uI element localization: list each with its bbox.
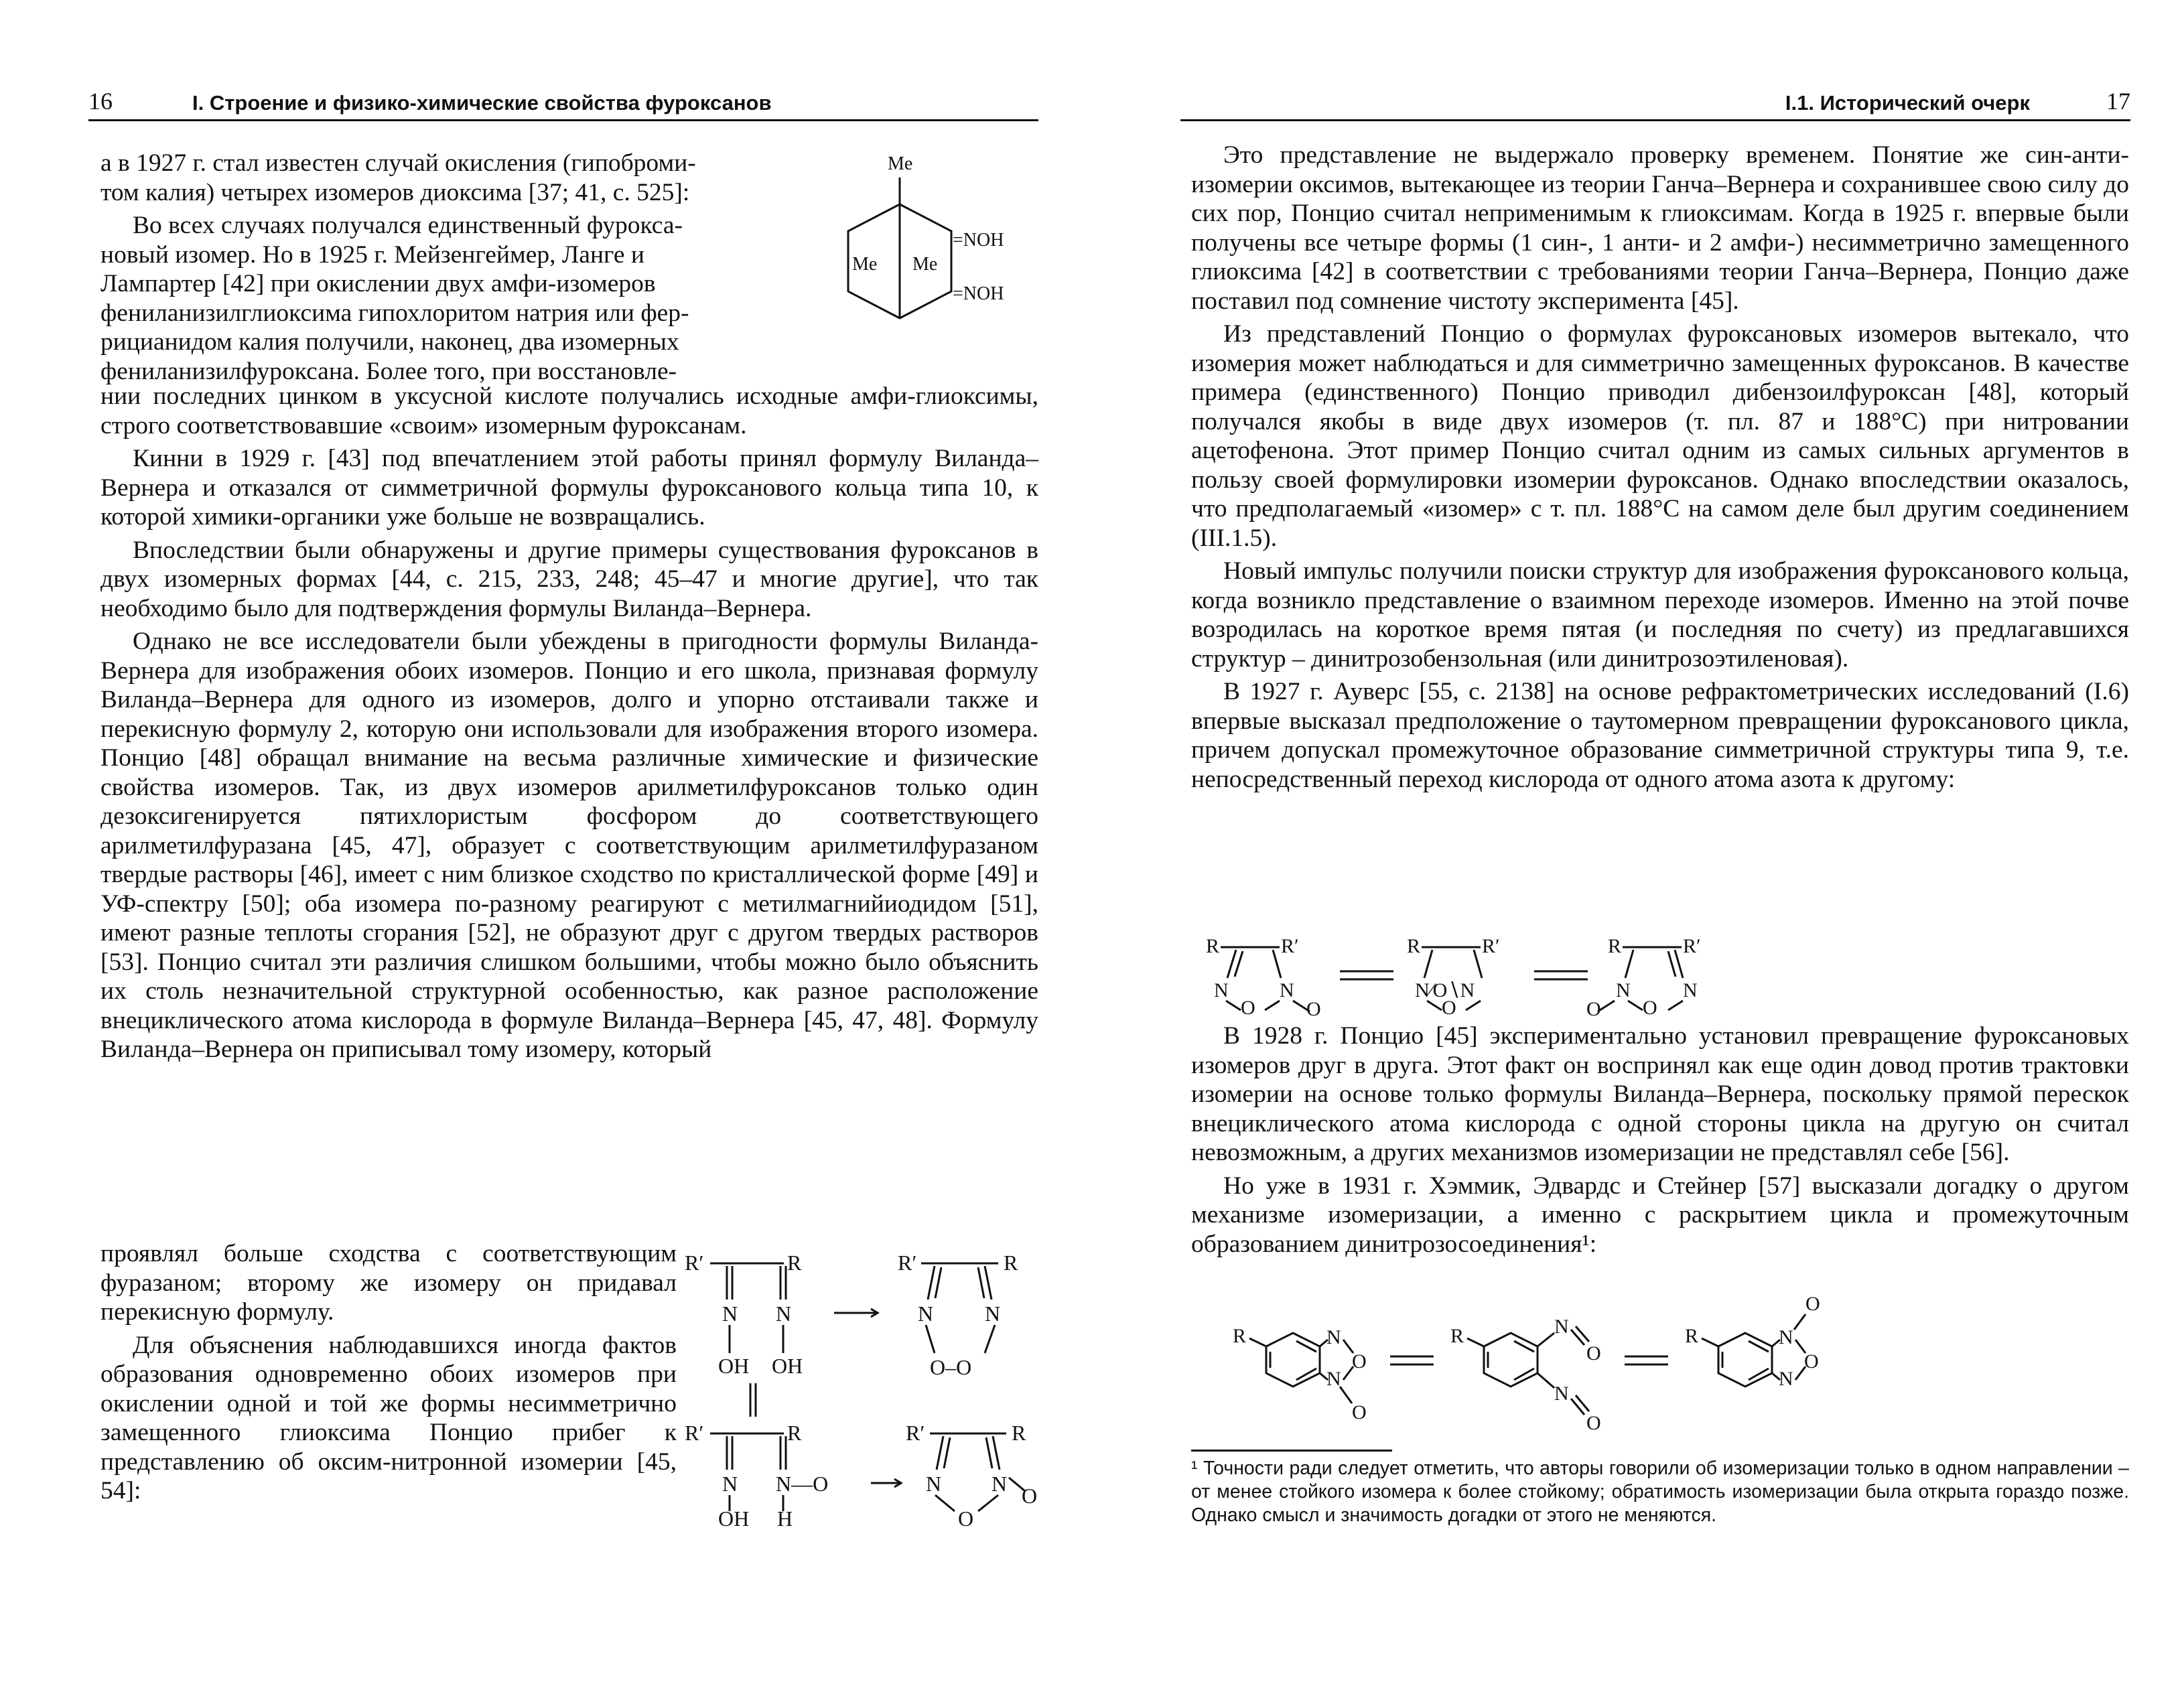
r-label: R (1206, 935, 1220, 957)
r-label: R (1012, 1421, 1026, 1445)
o-label: O (1241, 997, 1255, 1018)
r-label: R′ (685, 1251, 704, 1275)
n-label: N (926, 1472, 942, 1496)
n-label: N (1280, 979, 1294, 1001)
n-label: N (776, 1302, 792, 1326)
n-label: N (985, 1302, 1001, 1326)
n-label: N (918, 1302, 934, 1326)
noh-label-1: =NOH (953, 230, 1004, 251)
footnote: ¹ Точности ради следует отметить, что авторы говорили об изомеризации только в одном направлении – от менее стойкого изомера к более стойкому; обратимость изомеризации была открыта гораздо позже. Однако смысл и значимость догадки от этого не меняются. (1191, 1458, 2129, 1526)
benzene-ring (1718, 1333, 1772, 1387)
text-line: а в 1927 г. стал известен случай окисления (гипоброми- (100, 149, 696, 177)
left-running-header (88, 79, 1038, 121)
paragraph: Для объяснения наблюдавшихся иногда фактов образования одновременно обоих изомеров при окислении одной и той же формы несимметрично замещенного глиоксима Понцио прибег к представлению об оксим-нитронной изомерии [45, 54]: (100, 1331, 677, 1504)
text-block-bottom (100, 1239, 677, 1506)
paragraph: Новый импульс получили поиски структур для изображения фуроксанового кольца, когда возникло представление о взаимном переходе изомеров. Именно на этой почве возродилась на короткое время пятая (и последняя по счету) из предлагавшихся структур – динитрозобензольная (или динитрозоэтиленовая). (1191, 557, 2129, 673)
o-label: O (1586, 998, 1601, 1018)
o-label: O (1022, 1484, 1038, 1508)
paragraph: нии последних цинком в уксусной кислоте получались исходные амфи-глиоксимы, строго соответствовавшие «своим» изомерным фуроксанам. (100, 382, 1038, 439)
n-label: N (1779, 1368, 1793, 1390)
r-label: R (1407, 935, 1421, 957)
text-line: Лампартер [42] при окислении двух амфи-изомеров (100, 270, 656, 297)
r-label: R (787, 1421, 802, 1445)
text-block-middle (100, 382, 1038, 1064)
o-label: O (1352, 1401, 1367, 1423)
benzene-ring (1266, 1333, 1320, 1387)
me-top-label: Me (888, 153, 913, 174)
text-block-top (100, 149, 814, 386)
n-label: N (1326, 1368, 1341, 1390)
paragraph: Это представление не выдержало проверку временем. Понятие же син-анти-изомерии оксимов, вытекающее из теории Ганча–Вернера и сохранившее свою силу до сих пор, Понцио считал неприменимым к глиоксимам. Когда в 1925 г. впервые были получены все четыре формы (1 син-, 1 анти- и 2 амфи-) несимметрично замещенного глиоксима [42] в соответствии с требованиями теории Ганча–Вернера, Понцио даже поставил под сомнение чистоту эксперимента [45]. (1191, 141, 2129, 315)
paragraph: Из представлений Понцио о формулах фуроксановых изомеров вытекало, что изомерия может наблюдаться и для симметрично замещенных фуроксанов. В качестве примера (единственного) Понцио приводил дибензоилфуроксан [48], который получался якобы в виде двух изомеров (т. пл. 87 и 188°С) при нитровании ацетофенона. Этот пример Понцио считал одним из самых сильных аргументов в пользу своей формулировки изомерии фуроксанов. Однако впоследствии оказалось, что предполагаемый «изомер» с т. пл. 188°С на самом деле был другим соединением (III.1.5). (1191, 320, 2129, 552)
n-label: N (1779, 1326, 1793, 1348)
text-line: фениланизилфуроксана. Более того, при восстановле- (100, 357, 677, 385)
r-label: R (1233, 1325, 1247, 1347)
right-running-header (1180, 79, 2130, 121)
o-label: O (1643, 997, 1657, 1018)
r-label: R′ (1281, 935, 1299, 957)
o-label: O (1804, 1350, 1819, 1373)
r-label: R′ (685, 1421, 704, 1445)
oh-label: OH (772, 1354, 803, 1378)
noh-label-2: =NOH (953, 283, 1004, 304)
paragraph: Кинни в 1929 г. [43] под впечатлением этой работы принял формулу Виланда–Вернера и отказался от симметричной формулы фуроксанового кольца типа 10, к которой химики-органики уже больше не возвращались. (100, 445, 1038, 531)
benzene-ring (1484, 1333, 1538, 1387)
o-label: O (958, 1506, 974, 1527)
n-label: N (1616, 979, 1631, 1001)
text-line: рицианидом калия получили, наконец, два изомерных (100, 328, 679, 356)
paragraph: В 1928 г. Понцио [45] экспериментально установил превращение фуроксановых изомеров друг в друга. Этот факт он воспринял как еще один довод против трактовки изомерии на основе только формулы Виланда–Вернера, поскольку прямой перескок внециклического атома кислорода с одной стороны цикла на другую он считал невозможным, а других механизмов изомеризации не представлял себе [56]. (1191, 1022, 2129, 1166)
text-line: том калия) четырех изомеров диоксима [37; 41, с. 525]: (100, 178, 690, 206)
r-label: R (787, 1251, 802, 1275)
oo-label: O–O (930, 1355, 972, 1379)
page-number: 17 (2106, 88, 2130, 115)
o-label: O (1352, 1350, 1367, 1373)
text-block-bottom (1191, 1022, 2129, 1259)
me-left-label: Me (852, 254, 878, 275)
paragraph: проявлял больше сходства с соответствующим фуразаном; второму же изомеру он придавал перекисную формулу. (100, 1240, 677, 1326)
r-label: R (1685, 1325, 1699, 1347)
n-label: N (1554, 1383, 1569, 1405)
n-label: N (1214, 979, 1229, 1001)
me-right-label: Me (912, 254, 938, 275)
text-line: новый изомер. Но в 1925 г. Мейзенгеймер, Ланге и (100, 240, 644, 269)
benzofuroxan-scheme (1233, 1293, 1836, 1440)
n-label: N (722, 1472, 738, 1496)
text-line: Во всех случаях получался единственный фурокса- (133, 212, 683, 239)
oh-label: OH (718, 1354, 750, 1378)
n-o-n-label: N∕O∖N (1415, 979, 1475, 1001)
tautomerism-scheme (1199, 931, 1775, 1018)
n-label: N (992, 1472, 1008, 1496)
n-label: N (1683, 979, 1698, 1001)
r-label: R (1004, 1251, 1018, 1275)
running-title: I.1. Исторический очерк (1785, 91, 2030, 115)
running-title: I. Строение и физико-химические свойства фуроксанов (192, 91, 772, 115)
o-label: O (1586, 1342, 1601, 1364)
n-label: N (1326, 1326, 1341, 1348)
o-label: O (1586, 1412, 1601, 1434)
r-label: R (1450, 1325, 1464, 1347)
paragraph: Но уже в 1931 г. Хэммик, Эдвардс и Стейнер [57] высказали догадку о другом механизме изомеризации, а именно с раскрытием цикла и промежуточным образованием динитрозосоединения¹: (1191, 1172, 2129, 1258)
r-label: R′ (906, 1421, 925, 1445)
n-label: N (722, 1302, 738, 1326)
o-label: O (1306, 998, 1321, 1018)
r-label: R′ (1683, 935, 1701, 957)
right-page (1092, 0, 2184, 1688)
r-label: R′ (1482, 935, 1500, 957)
footnote-rule (1191, 1450, 1392, 1452)
o-label: O (1442, 997, 1456, 1018)
r-label: R (1608, 935, 1622, 957)
paragraph: Впоследствии были обнаружены и другие примеры существования фуроксанов в двух изомерных формах [44, с. 215, 233, 248; 45–47 и многие другие], что так необходимо было для подтверждения формулы Виланда–Вернера. (100, 536, 1038, 622)
h-label: H (777, 1506, 793, 1527)
paragraph: Однако не все исследователи были убеждены в пригодности формулы Виланда-Вернера для изображения обоих изомеров. Понцио и его школа, признавая формулу Виланда–Вернера для одного из изомеров, долго и упорно отстаивали также и перекисную формулу 2, которую они использовали для изображения второго изомера. Понцио [48] обращал внимание на весьма различные химические и физические свойства изомеров. Так, из двух изомеров арилметилфуроксанов только один дезоксигенируется пятихлористым фосфором до соответствующего арилметилфуразана [45, 47], образует с соответствующим арилметилфуразаном твердые растворы [46], имеет с ним близкое сходство по кристаллической форме [49] и УФ-спектру [50]; оба изомера по-разному реагируют с метилмагнийиодидом [51], имеют разные теплоты сгорания [52], не образуют друг с другом твердых растворов [53]. Понцио считал эти различия слишком большими, чтобы можно было объяснить их столь незначительной структурной особенностью, как разное расположение внециклического атома кислорода в формуле Виланда–Вернера [45, 47, 48]. Формулу Виланда–Вернера он приписывал тому изомеру, который (100, 628, 1038, 1063)
paragraph: В 1927 г. Ауверс [55, с. 2138] на основе рефрактометрических исследований (I.6) впервые высказал предположение о таутомерном превращении фуроксанового цикла, причем допускал промежуточное образование симметричной структуры типа 9, т.е. непосредственный переход кислорода от одного атома азота к другому: (1191, 678, 2129, 793)
r-label: R′ (898, 1251, 917, 1275)
dioxime-structure (824, 151, 1052, 352)
oh-label: OH (718, 1506, 750, 1527)
n-o-label: N—O (776, 1472, 829, 1496)
o-label: O (1805, 1293, 1820, 1315)
n-label: N (1554, 1316, 1569, 1338)
oxime-nitrone-scheme (683, 1246, 1065, 1527)
page-number: 16 (88, 88, 113, 115)
text-block-top (1191, 141, 2129, 794)
text-line: фениланизилглиоксима гипохлоритом натрия или фер- (100, 299, 689, 327)
